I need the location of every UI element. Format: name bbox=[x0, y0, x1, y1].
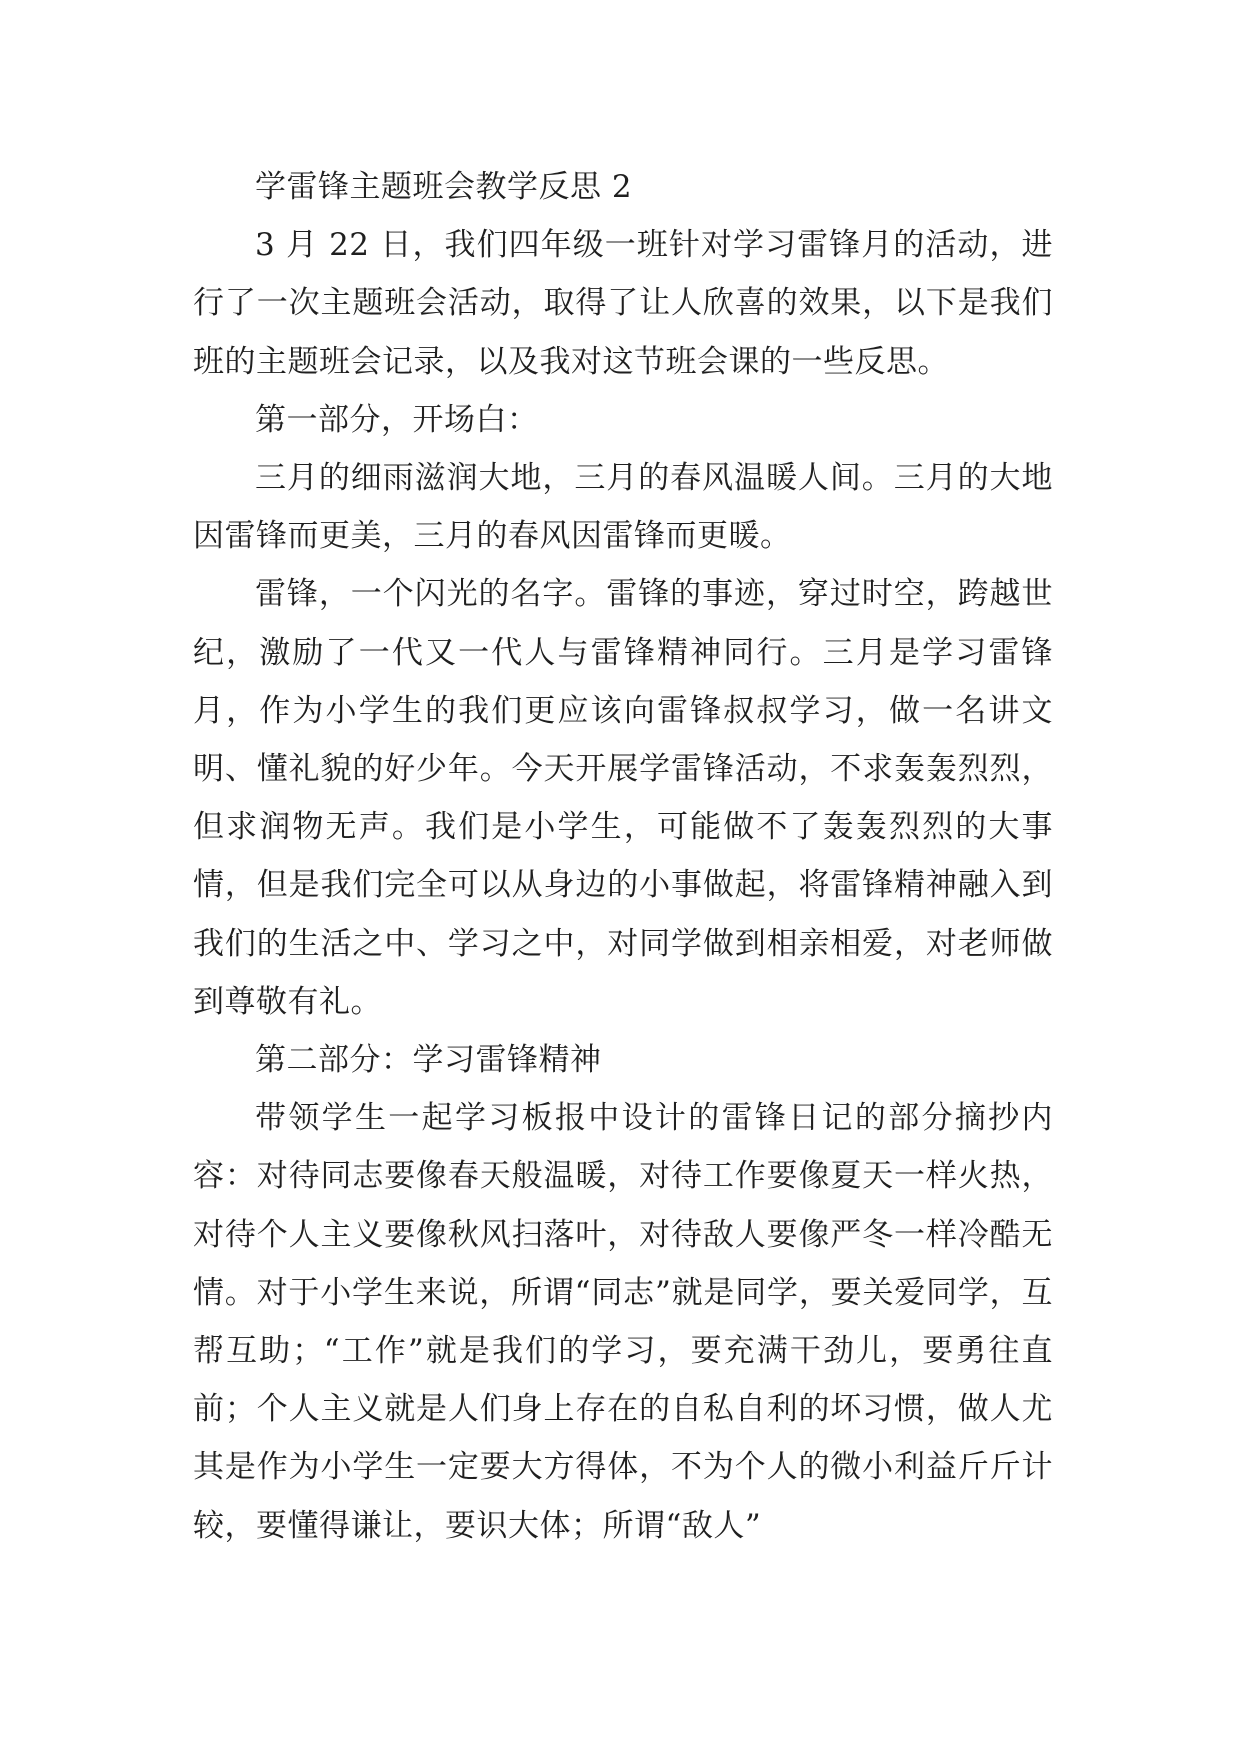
paragraph-opening-lines: 三月的细雨滋润大地，三月的春风温暖人间。三月的大地因雷锋而更美，三月的春风因雷锋而更暖。 bbox=[193, 460, 1053, 555]
paragraph-intro: 3 月 22 日，我们四年级一班针对学习雷锋月的活动，进行了一次主题班会活动，取得了让人欣喜的效果，以下是我们班的主题班会记录，以及我对这节班会课的一些反思。 bbox=[193, 227, 1053, 380]
document-body bbox=[193, 158, 1053, 1555]
paragraph-diary-excerpt: 带领学生一起学习板报中设计的雷锋日记的部分摘抄内容：对待同志要像春天般温暖，对待工作要像夏天一样火热，对待个人主义要像秋风扫落叶，对待敌人要像严冬一样冷酷无情。对于小学生来说，所谓“同志”就是同学，要关爱同学，互帮互助；“工作”就是我们的学习，要充满干劲儿，要勇往直前；个人主义就是人们身上存在的自私自利的坏习惯，做人尤其是作为小学生一定要大方得体，不为个人的微小利益斤斤计较，要懂得谦让，要识大体；所谓“敌人” bbox=[193, 1100, 1053, 1544]
paragraph-lei-feng-story: 雷锋，一个闪光的名字。雷锋的事迹，穿过时空，跨越世纪，激励了一代又一代人与雷锋精神同行。三月是学习雷锋月，作为小学生的我们更应该向雷锋叔叔学习，做一名讲文明、懂礼貌的好少年。今天开展学雷锋活动，不求轰轰烈烈，但求润物无声。我们是小学生，可能做不了轰轰烈烈的大事情，但是我们完全可以从身边的小事做起，将雷锋精神融入到我们的生活之中、学习之中，对同学做到相亲相爱，对老师做到尊敬有礼。 bbox=[193, 576, 1053, 1020]
section-heading-part-two: 第二部分：学习雷锋精神 bbox=[255, 1042, 602, 1079]
section-heading-part-one: 第一部分，开场白： bbox=[255, 401, 539, 438]
document-title: 学雷锋主题班会教学反思 2 bbox=[255, 169, 633, 205]
